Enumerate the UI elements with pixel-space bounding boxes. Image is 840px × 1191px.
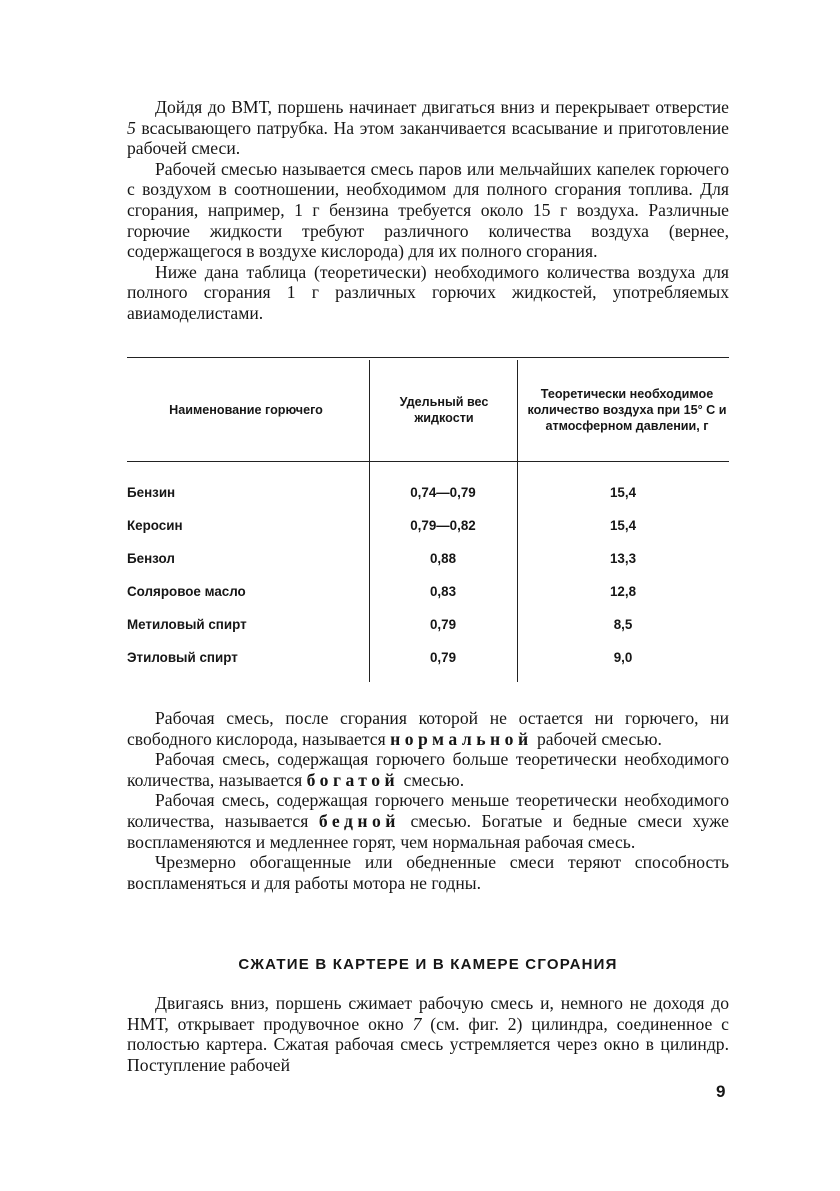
paragraph-table-intro: Ниже дана таблица (теоретически) необходимого количества воздуха для полного сгорания 1 г различных горючих жидкостей, употребляемых авиамоделистами. bbox=[127, 261, 729, 323]
paragraph-intake-end bbox=[127, 97, 729, 159]
paragraph-text: смесью. bbox=[399, 769, 465, 790]
emphasis-term: бедной bbox=[318, 810, 400, 831]
paragraph-text: Рабочая смесь, после сгорания которой не остается ни горючего, ни свободного кислорода, называется bbox=[127, 708, 729, 749]
fuel-density: 0,79 bbox=[429, 650, 457, 665]
fuel-name: Бензол bbox=[127, 551, 175, 566]
paragraph-text: (см. фиг. 2) цилиндра, соединенное с полостью картера. Сжатая рабочая смесь устремляется через окно в цилиндр. Поступление рабочей bbox=[127, 1013, 729, 1075]
table-row bbox=[127, 609, 729, 642]
table-row bbox=[127, 510, 729, 543]
paragraph-lean-mixture bbox=[127, 790, 729, 852]
table-row bbox=[127, 543, 729, 576]
table-header-rule bbox=[127, 461, 729, 462]
header-density: Удельный вес жидкости bbox=[399, 395, 489, 425]
air-amount: 15,4 bbox=[609, 485, 637, 500]
emphasis-term: нормальной bbox=[390, 728, 533, 749]
fuel-density: 0,79—0,82 bbox=[410, 518, 476, 533]
air-amount: 13,3 bbox=[609, 551, 637, 566]
paragraph-text: смесью. Богатые и бедные смеси хуже воспламеняются и медленнее горят, чем нормальная рабочая смесь. bbox=[127, 810, 729, 852]
paragraph-text: Дойдя до ВМТ, поршень начинает двигаться вниз и перекрывает отверстие bbox=[155, 97, 729, 117]
fuel-name: Этиловый спирт bbox=[127, 650, 238, 665]
fuel-density: 0,79 bbox=[429, 617, 457, 632]
paragraph-text: всасывающего патрубка. На этом заканчивается всасывание и приготовление рабочей смеси. bbox=[127, 117, 729, 159]
table-row bbox=[127, 576, 729, 609]
figure-ref-number: 7 bbox=[412, 1013, 422, 1034]
header-fuel-name: Наименование горючего bbox=[169, 403, 323, 417]
page-number: 9 bbox=[716, 1082, 726, 1101]
emphasis-term: богатой bbox=[306, 769, 400, 790]
bottom-text-block bbox=[127, 993, 729, 1075]
air-amount: 9,0 bbox=[613, 650, 633, 665]
paragraph-text: рабочей смесью. bbox=[532, 728, 662, 749]
air-amount: 15,4 bbox=[609, 518, 637, 533]
paragraph-overenriched: Чрезмерно обогащенные или обедненные смеси теряют способность воспламеняться и для работы мотора не годны. bbox=[127, 852, 729, 893]
figure-ref-number: 5 bbox=[127, 117, 136, 138]
table-row bbox=[127, 477, 729, 510]
fuel-name: Бензин bbox=[127, 485, 176, 500]
table-row bbox=[127, 642, 729, 675]
paragraph-crankcase-compression bbox=[127, 993, 729, 1075]
paragraph-text: Рабочая смесь, содержащая горючего меньше теоретически необходимого количества, называется bbox=[127, 790, 729, 831]
fuel-air-table bbox=[127, 357, 729, 683]
paragraph-rich-mixture bbox=[127, 749, 729, 790]
section-heading: СЖАТИЕ В КАРТЕРЕ И В КАМЕРЕ СГОРАНИЯ bbox=[238, 956, 618, 973]
air-amount: 12,8 bbox=[609, 584, 637, 599]
paragraph-text: Двигаясь вниз, поршень сжимает рабочую смесь и, немного не доходя до НМТ, открывает продувочное окно bbox=[127, 993, 729, 1034]
fuel-name: Соляровое масло bbox=[127, 584, 246, 599]
paragraph-text: Рабочая смесь, содержащая горючего больше теоретически необходимого количества, называется bbox=[127, 749, 729, 790]
table-top-rule bbox=[127, 357, 729, 358]
air-amount: 8,5 bbox=[613, 617, 633, 632]
paragraph-normal-mixture bbox=[127, 708, 729, 749]
middle-text-block bbox=[127, 708, 729, 893]
top-text-block bbox=[127, 97, 729, 324]
fuel-name: Керосин bbox=[127, 518, 183, 533]
header-air-required: Теоретически необходимое количество воздуха при 15° С и атмосферном давлении, г bbox=[527, 387, 727, 433]
fuel-density: 0,83 bbox=[429, 584, 457, 599]
fuel-density: 0,88 bbox=[429, 551, 457, 566]
fuel-name: Метиловый спирт bbox=[127, 617, 247, 632]
fuel-density: 0,74—0,79 bbox=[410, 485, 476, 500]
paragraph-working-mixture: Рабочей смесью называется смесь паров или мельчайших капелек горючего с воздухом в соотношении, необходимом для полного сгорания топлива. Для сгорания, например, 1 г бензина требуется около 15 г воздуха. Различные горючие жидкости требуют различного количества воздуха (вернее, содержащегося в воздухе кислорода) для их полного сгорания. bbox=[127, 158, 729, 262]
